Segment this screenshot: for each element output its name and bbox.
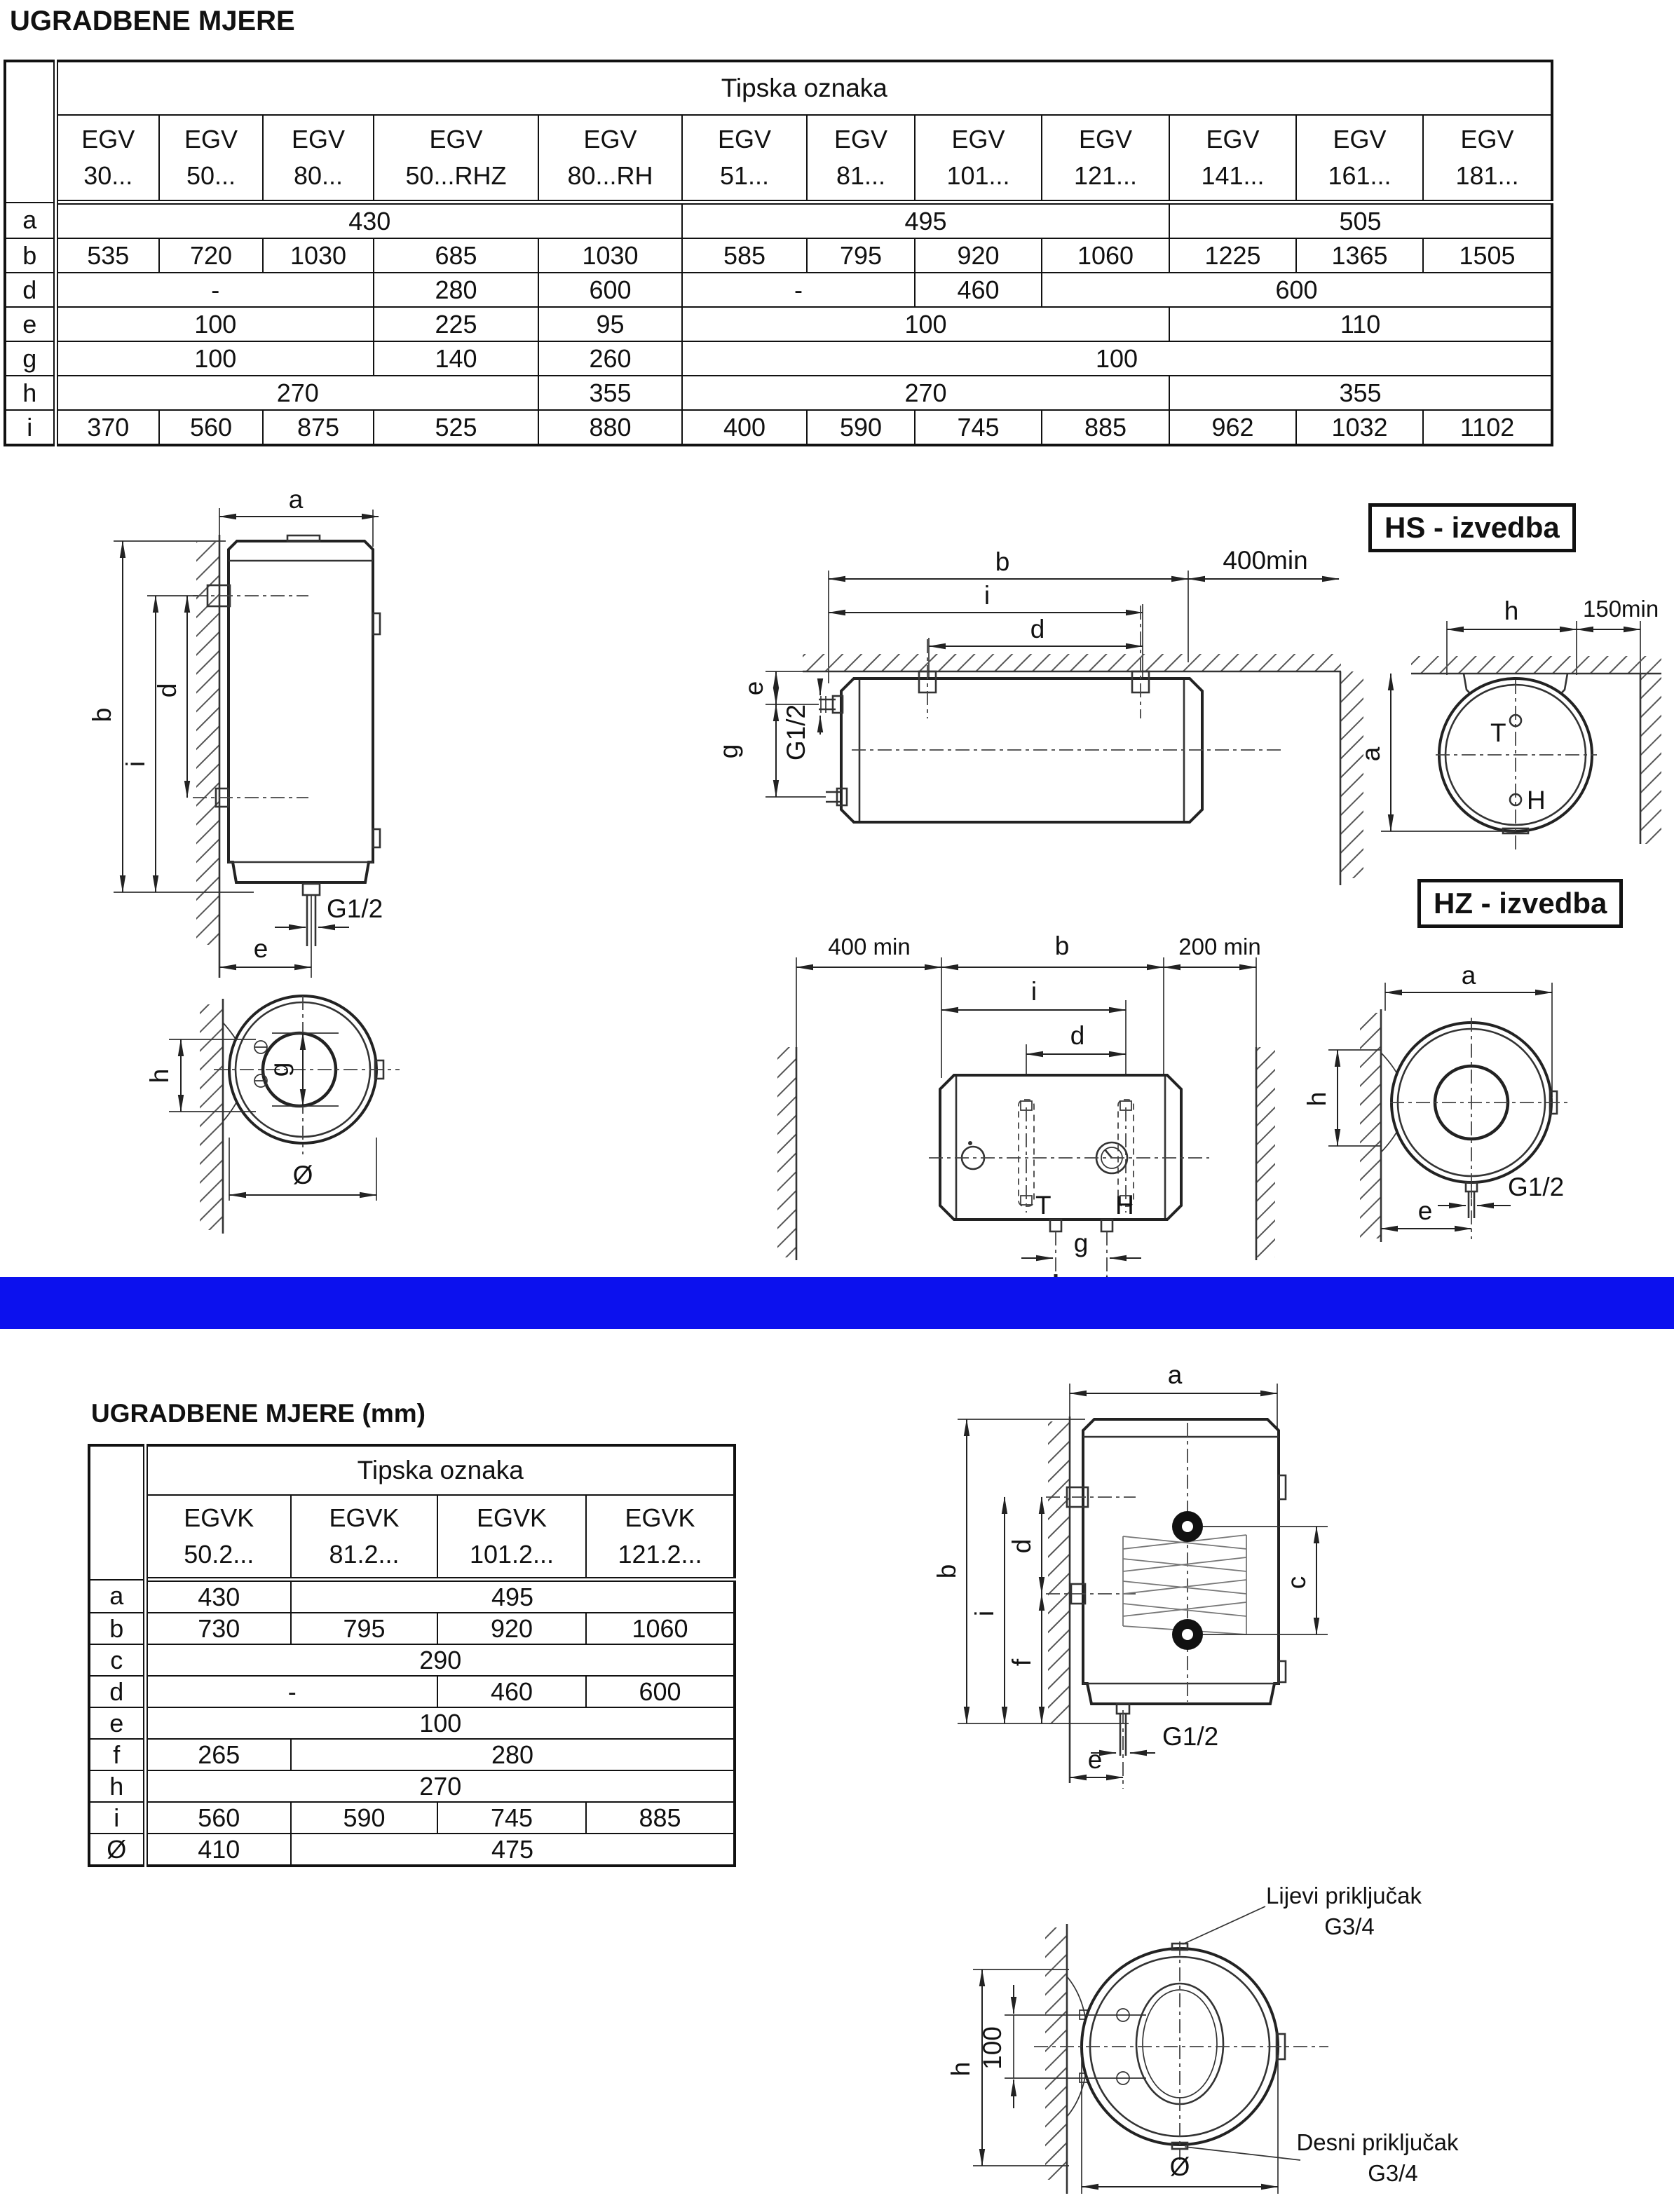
hz-version-label: HZ - izvedba bbox=[1417, 879, 1623, 928]
column-header: EGV 50... bbox=[159, 115, 263, 203]
value-cell: 270 bbox=[682, 376, 1169, 410]
dim-100-label: 100 bbox=[978, 2026, 1007, 2070]
dim-a-label: a bbox=[1461, 961, 1476, 990]
drawing-egvk-side-view bbox=[904, 1360, 1360, 1850]
value-cell: 745 bbox=[437, 1802, 586, 1834]
value-cell: 535 bbox=[55, 238, 159, 273]
dimensions-table-egvk bbox=[88, 1444, 736, 1867]
column-header: EGV 101... bbox=[915, 115, 1042, 203]
value-cell: 590 bbox=[291, 1802, 437, 1834]
group-header: Tipska oznaka bbox=[55, 61, 1552, 115]
dim-c-label: c bbox=[1282, 1576, 1311, 1590]
row-label: h bbox=[5, 376, 55, 410]
section-title-egvk: UGRADBENE MJERE (mm) bbox=[91, 1399, 426, 1428]
value-cell: 962 bbox=[1169, 410, 1296, 445]
value-cell: 460 bbox=[437, 1676, 586, 1707]
tank-body bbox=[229, 541, 373, 882]
value-cell: 920 bbox=[915, 238, 1042, 273]
dim-200min-label: 200 min bbox=[1178, 934, 1261, 960]
drawing-hz-front-view bbox=[761, 904, 1279, 1272]
table-row bbox=[89, 1644, 735, 1676]
value-cell: 1030 bbox=[538, 238, 682, 273]
column-header: EGV 80... bbox=[263, 115, 374, 203]
dim-g-label: g bbox=[714, 744, 743, 759]
table-row bbox=[5, 273, 1552, 307]
dim-e-label: e bbox=[740, 681, 768, 696]
value-cell: 1225 bbox=[1169, 238, 1296, 273]
value-cell: 1060 bbox=[586, 1613, 735, 1644]
dim-h-label: h bbox=[1504, 596, 1519, 625]
value-cell: 355 bbox=[1169, 376, 1552, 410]
value-cell: 265 bbox=[145, 1739, 291, 1770]
value-cell: 795 bbox=[291, 1613, 437, 1644]
dim-i-label: i bbox=[121, 760, 150, 767]
thread-label: G1/2 bbox=[782, 704, 810, 761]
column-header: EGV 30... bbox=[55, 115, 159, 203]
dimensions-table-egv bbox=[4, 60, 1553, 446]
column-header: EGV 181... bbox=[1423, 115, 1552, 203]
dim-g-label: g bbox=[1073, 1229, 1089, 1257]
dim-e-label: e bbox=[1417, 1196, 1433, 1225]
column-header: EGVK 121.2... bbox=[586, 1495, 735, 1580]
dim-a-label: a bbox=[288, 485, 304, 514]
column-header: EGVK 81.2... bbox=[291, 1495, 437, 1580]
value-cell: 1102 bbox=[1423, 410, 1552, 445]
value-cell: 475 bbox=[291, 1834, 735, 1866]
dim-h-label: h bbox=[946, 2061, 975, 2077]
value-cell: 100 bbox=[145, 1707, 735, 1739]
tank-top-cap bbox=[287, 535, 320, 541]
value-cell: 885 bbox=[586, 1802, 735, 1834]
wall-hatch bbox=[1640, 674, 1661, 844]
row-label: h bbox=[89, 1770, 145, 1802]
dim-a-label: a bbox=[1356, 746, 1385, 762]
wall-hatch-left bbox=[777, 1047, 796, 1257]
value-cell: 270 bbox=[145, 1770, 735, 1802]
wall-hatch-right bbox=[1256, 1047, 1275, 1257]
value-cell: 495 bbox=[291, 1580, 735, 1613]
value-cell: 795 bbox=[807, 238, 915, 273]
table-row bbox=[5, 238, 1552, 273]
left-connection-thread: G3/4 bbox=[1324, 1913, 1375, 1939]
value-cell: - bbox=[145, 1676, 437, 1707]
drawing-hs-end-view bbox=[1356, 582, 1674, 876]
row-label-column-header bbox=[89, 1445, 145, 1580]
row-label: i bbox=[5, 410, 55, 445]
wall-hatch bbox=[1045, 1927, 1067, 2180]
row-label: a bbox=[5, 203, 55, 239]
value-cell: 1030 bbox=[263, 238, 374, 273]
dim-f-label: f bbox=[1007, 1658, 1036, 1667]
table-row bbox=[89, 1613, 735, 1644]
dim-400min-label: 400min bbox=[1223, 546, 1308, 575]
row-label: Ø bbox=[89, 1834, 145, 1866]
row-label: i bbox=[89, 1802, 145, 1834]
value-cell: 600 bbox=[538, 273, 682, 307]
value-cell: 270 bbox=[55, 376, 538, 410]
right-connection-label: Desni priključak bbox=[1296, 2129, 1459, 2155]
dim-e-label: e bbox=[253, 934, 268, 963]
value-cell: 355 bbox=[538, 376, 682, 410]
t-label: T bbox=[1035, 1191, 1052, 1220]
value-cell: 260 bbox=[538, 341, 682, 376]
table-row bbox=[89, 1834, 735, 1866]
value-cell: 280 bbox=[374, 273, 538, 307]
value-cell: 685 bbox=[374, 238, 538, 273]
dim-i-label: i bbox=[1030, 977, 1037, 1006]
value-cell: 880 bbox=[538, 410, 682, 445]
drawing-vertical-bottom-view bbox=[102, 978, 417, 1251]
drawing-hs-front-view bbox=[714, 546, 1367, 890]
table-row bbox=[89, 1580, 735, 1613]
thread-label: G1/2 bbox=[1162, 1722, 1219, 1751]
table-row bbox=[89, 1739, 735, 1770]
table-row bbox=[5, 341, 1552, 376]
value-cell: 410 bbox=[145, 1834, 291, 1866]
t-label: T bbox=[1490, 718, 1506, 747]
row-label: e bbox=[5, 307, 55, 341]
dim-d-label: d bbox=[1030, 615, 1045, 643]
divider-bar bbox=[0, 1277, 1674, 1329]
dim-d-label: d bbox=[1007, 1538, 1036, 1554]
drawing-hz-end-view bbox=[1300, 961, 1661, 1255]
column-header: EGVK 50.2... bbox=[145, 1495, 291, 1580]
row-label: b bbox=[5, 238, 55, 273]
drawing-vertical-side-view bbox=[49, 480, 400, 1002]
table-row bbox=[5, 376, 1552, 410]
drawing-egvk-end-view bbox=[936, 1857, 1490, 2212]
value-cell: 720 bbox=[159, 238, 263, 273]
dim-400min-label: 400 min bbox=[828, 934, 911, 960]
value-cell: 100 bbox=[55, 307, 374, 341]
value-cell: 370 bbox=[55, 410, 159, 445]
row-label: g bbox=[5, 341, 55, 376]
tank-body bbox=[1083, 1419, 1279, 1704]
h-pipe bbox=[1101, 1220, 1112, 1231]
value-cell: 400 bbox=[682, 410, 807, 445]
wall-hatch bbox=[1048, 1421, 1070, 1724]
value-cell: 495 bbox=[682, 203, 1169, 239]
value-cell: 140 bbox=[374, 341, 538, 376]
dim-h-label: h bbox=[1302, 1091, 1331, 1107]
dim-dia-label: Ø bbox=[292, 1161, 313, 1189]
column-header: EGV 80...RH bbox=[538, 115, 682, 203]
table-row bbox=[89, 1770, 735, 1802]
row-label: b bbox=[89, 1613, 145, 1644]
value-cell: 920 bbox=[437, 1613, 586, 1644]
right-connection-thread: G3/4 bbox=[1368, 2160, 1418, 2186]
value-cell: 600 bbox=[586, 1676, 735, 1707]
dim-i-label: i bbox=[970, 1610, 999, 1617]
row-label: d bbox=[89, 1676, 145, 1707]
dim-b-label: b bbox=[88, 707, 116, 723]
dim-b-label: b bbox=[932, 1564, 961, 1579]
thread-label: G1/2 bbox=[327, 894, 383, 923]
row-label: a bbox=[89, 1580, 145, 1613]
dim-a-label: a bbox=[1167, 1360, 1183, 1389]
row-label: c bbox=[89, 1644, 145, 1676]
value-cell: 430 bbox=[55, 203, 682, 239]
group-header: Tipska oznaka bbox=[145, 1445, 735, 1495]
h-label: H bbox=[1527, 786, 1546, 814]
table-row bbox=[89, 1802, 735, 1834]
value-cell: 885 bbox=[1042, 410, 1169, 445]
value-cell: 100 bbox=[682, 341, 1552, 376]
value-cell: - bbox=[682, 273, 915, 307]
dim-i-label: i bbox=[984, 581, 991, 610]
row-label: f bbox=[89, 1739, 145, 1770]
table-row bbox=[5, 203, 1552, 239]
value-cell: 1365 bbox=[1296, 238, 1423, 273]
value-cell: 745 bbox=[915, 410, 1042, 445]
column-header: EGV 50...RHZ bbox=[374, 115, 538, 203]
value-cell: 95 bbox=[538, 307, 682, 341]
column-header: EGVK 101.2... bbox=[437, 1495, 586, 1580]
ceiling-hatch bbox=[803, 654, 1341, 671]
value-cell: 225 bbox=[374, 307, 538, 341]
left-connection-label: Lijevi priključak bbox=[1266, 1883, 1422, 1909]
value-cell: 560 bbox=[159, 410, 263, 445]
dim-e-label: e bbox=[1087, 1745, 1103, 1774]
row-label-column-header bbox=[5, 61, 55, 203]
dim-b-label: b bbox=[1054, 931, 1070, 960]
value-cell: 730 bbox=[145, 1613, 291, 1644]
dim-b-label: b bbox=[995, 547, 1010, 576]
value-cell: 430 bbox=[145, 1580, 291, 1613]
value-cell: 1032 bbox=[1296, 410, 1423, 445]
table-row bbox=[89, 1707, 735, 1739]
thread-label: G1/2 bbox=[1508, 1173, 1565, 1201]
value-cell: 505 bbox=[1169, 203, 1552, 239]
value-cell: 585 bbox=[682, 238, 807, 273]
wall-hatch bbox=[1360, 1013, 1381, 1238]
column-header: EGV 161... bbox=[1296, 115, 1423, 203]
column-header: EGV 81... bbox=[807, 115, 915, 203]
value-cell: - bbox=[55, 273, 374, 307]
value-cell: 460 bbox=[915, 273, 1042, 307]
dim-d-label: d bbox=[1070, 1021, 1085, 1050]
value-cell: 1060 bbox=[1042, 238, 1169, 273]
value-cell: 590 bbox=[807, 410, 915, 445]
table-row bbox=[5, 410, 1552, 445]
value-cell: 290 bbox=[145, 1644, 735, 1676]
h-label: H bbox=[1115, 1191, 1134, 1220]
value-cell: 875 bbox=[263, 410, 374, 445]
ceiling-hatch bbox=[1411, 656, 1661, 674]
table-row bbox=[5, 307, 1552, 341]
page-title: UGRADBENE MJERE bbox=[10, 6, 295, 36]
column-header: EGV 141... bbox=[1169, 115, 1296, 203]
pipe-collar bbox=[303, 884, 320, 895]
value-cell: 600 bbox=[1042, 273, 1552, 307]
value-cell: 560 bbox=[145, 1802, 291, 1834]
dim-dia-label: Ø bbox=[1169, 2152, 1190, 2181]
value-cell: 525 bbox=[374, 410, 538, 445]
row-label: d bbox=[5, 273, 55, 307]
dim-150min-label: 150min bbox=[1583, 596, 1659, 622]
value-cell: 110 bbox=[1169, 307, 1552, 341]
value-cell: 1505 bbox=[1423, 238, 1552, 273]
row-label: e bbox=[89, 1707, 145, 1739]
column-header: EGV 121... bbox=[1042, 115, 1169, 203]
hs-version-label: HS - izvedba bbox=[1368, 503, 1576, 552]
table-row bbox=[89, 1676, 735, 1707]
value-cell: 280 bbox=[291, 1739, 735, 1770]
column-header: EGV 51... bbox=[682, 115, 807, 203]
dim-h-label: h bbox=[145, 1068, 174, 1084]
t-pipe bbox=[1050, 1220, 1061, 1231]
dim-g-label: g bbox=[265, 1062, 294, 1077]
value-cell: 100 bbox=[55, 341, 374, 376]
value-cell: 100 bbox=[682, 307, 1169, 341]
dim-d-label: d bbox=[153, 683, 182, 698]
